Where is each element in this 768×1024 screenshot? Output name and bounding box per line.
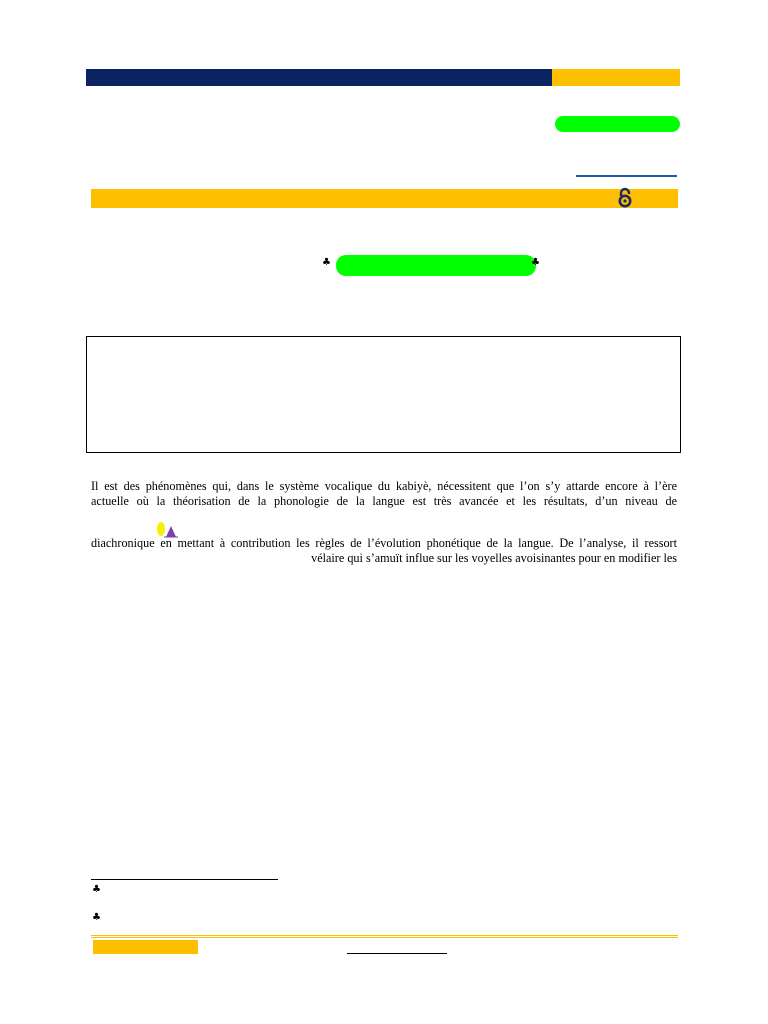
footer-rule (91, 935, 678, 936)
abstract-box (86, 336, 681, 453)
footer-rule (91, 937, 678, 938)
header-band-navy (86, 69, 552, 86)
author-mark-club-icon: ♣ (531, 257, 540, 268)
footer-link-underline[interactable] (347, 953, 447, 954)
footnote-club-icon: ♣ (92, 884, 101, 895)
footer-yellow-block (93, 940, 198, 954)
footnote-separator (91, 879, 278, 880)
body-line-2: actuelle où la théorisation de la phonologie de la langue est très avancée et les résultats, d’un niveau de (91, 494, 677, 508)
body-line-4: vélaire qui s’amuït influe sur les voyelles avoisinantes pour en modifier les (311, 551, 677, 565)
author-mark-club-icon: ♣ (322, 257, 331, 268)
footnote-club-icon: ♣ (92, 912, 101, 923)
header-band-yellow (552, 69, 680, 86)
link-underline[interactable] (576, 175, 677, 177)
title-bar (91, 189, 678, 208)
highlighted-text-top (555, 116, 680, 132)
body-line-1: Il est des phénomènes qui, dans le système vocalique du kabiyè, nécessitent que l’on s’y attarde encore à l’ère (91, 479, 677, 493)
open-access-icon (614, 187, 636, 209)
body-line-3: diachronique en mettant à contribution les règles de l’évolution phonétique de la langue. De l’analyse, il ressort (91, 536, 677, 550)
highlighted-authors (336, 255, 536, 276)
